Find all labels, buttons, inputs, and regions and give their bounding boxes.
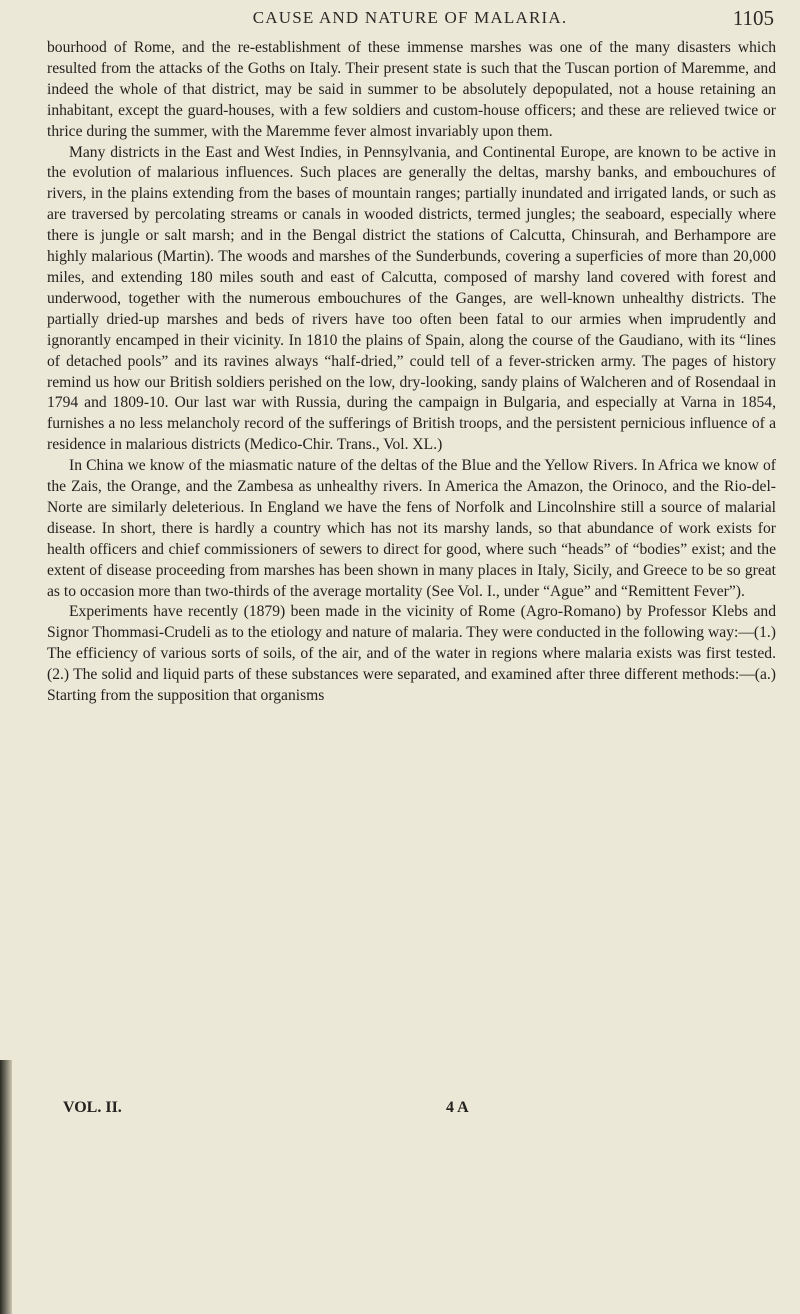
body-text	[47, 38, 776, 707]
paragraph-continued: bourhood of Rome, and the re-establishment of these immense marshes was one of the many disasters which resulted from the attacks of the Goths on Italy. Their present state is such that the Tuscan portion of Maremme, and indeed the whole of that district, may be said in summer to be absolutely depopulated, not a house retaining an inhabitant, except the guard-houses, with a few soldiers and custom-house officers; and these are relieved twice or thrice during the summer, with the Maremme fever almost invariably upon them.	[47, 39, 776, 140]
signature-mark: 4 A	[446, 1099, 469, 1116]
running-head: CAUSE AND NATURE OF MALARIA.	[252, 8, 568, 27]
page-header	[40, 8, 780, 36]
paragraph-experiments: Experiments have recently (1879) been made in the vicinity of Rome (Agro-Romano) by Professor Klebs and Signor Thommasi-Crudeli as to the etiology and nature of malaria. They were conducted in the following way:—(1.) The efficiency of various sorts of soils, of the air, and of the water in regions where malaria exists was first tested. (2.) The solid and liquid parts of these substances were separated, and examined after three different methods:—(a.) Starting from the supposition that organisms	[47, 603, 776, 705]
volume-label: VOL. II.	[63, 1099, 122, 1116]
paragraph-rivers-of-the-world: In China we know of the miasmatic nature of the deltas of the Blue and the Yellow Rivers. In Africa we know of the Zais, the Orange, and the Zambesa as unhealthy rivers. In America the Amazon, the Orinoco, and the Rio-del-Norte are similarly deleterious. In England we have the fens of Norfolk and Lincolnshire still a source of malarial disease. In short, there is hardly a country which has not its marshy lands, so that abundance of work exists for health officers and chief commissioners of sewers to direct for good, where such “heads” of “bodies” exist; and the extent of disease proceeding from marshes has been shown in many places in Italy, Sicily, and Greece to be so great as to occasion more than two-thirds of the average mortality (See Vol. I., under “Ague” and “Remittent Fever”).	[47, 457, 776, 600]
paragraph-malarious-districts: Many districts in the East and West Indies, in Pennsylvania, and Continental Europe, are known to be active in the evolution of malarious influences. Such places are generally the deltas, marshy banks, and embouchures of rivers, in the plains extending from the bases of mountain ranges; partially inundated and irrigated lands, or such as are traversed by percolating streams or canals in wooded districts, termed jungles; the seaboard, especially where there is jungle or salt marsh; and in the Bengal district the stations of Calcutta, Chinsurah, and Berhampore are highly malarious (Martin). The woods and marshes of the Sunderbunds, covering a superficies of more than 20,000 miles, and extending 180 miles south and east of Calcutta, composed of marshy land covered with forest and underwood, together with the numerous embouchures of the Ganges, are well-known unhealthy districts. The partially dried-up marshes and beds of rivers have too often been fatal to our armies when imprudently and ignorantly encamped in their vicinity. In 1810 the plains of Spain, along the course of the Gaudiano, with its “lines of detached pools” and its ravines always “half-dried,” could tell of a fever-stricken army. The pages of history remind us how our British soldiers perished on the low, dry-looking, sandy plains of Walcheren and of Rosendaal in 1794 and 1809-10. Our last war with Russia, during the campaign in Bulgaria, and especially at Varna in 1854, furnishes a no less melancholy record of the sufferings of British troops, and the persistent pernicious influence of a residence in malarious districts (Medico-Chir. Trans., Vol. XL.)	[47, 143, 776, 454]
page-footer	[63, 1099, 583, 1123]
page-number: 1105	[732, 6, 774, 30]
